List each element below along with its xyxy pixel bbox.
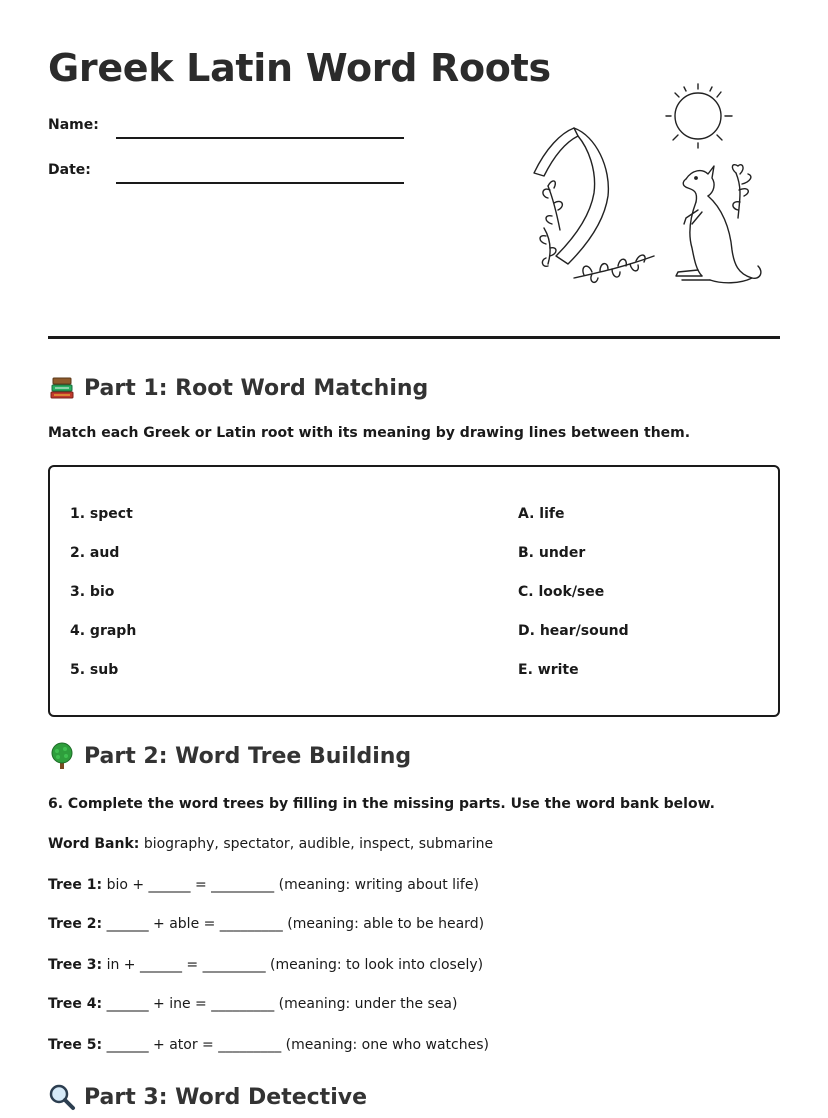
meaning-item[interactable]: D. hear/sound (518, 623, 629, 639)
roots-column (70, 503, 136, 698)
tree-label: Tree 1: (48, 877, 103, 893)
tree-text[interactable]: ______ + ator = _________ (meaning: one who watches) (106, 1037, 489, 1053)
part2-instruction: 6. Complete the word trees by filling in the missing parts. Use the word bank below. (48, 796, 715, 812)
tree-text[interactable]: ______ + ine = _________ (meaning: under the sea) (106, 996, 458, 1012)
section-divider (48, 336, 780, 339)
tree-text[interactable]: in + ______ = _________ (meaning: to look into closely) (106, 957, 484, 973)
root-item[interactable]: 4. graph (70, 623, 137, 639)
root-item[interactable]: 2. aud (70, 545, 120, 561)
name-field[interactable] (48, 117, 404, 133)
sun-icon (666, 84, 732, 148)
root-item[interactable]: 3. bio (70, 584, 115, 600)
books-icon (48, 374, 76, 402)
root-item[interactable]: 5. sub (70, 662, 119, 678)
part2-heading (48, 742, 411, 770)
part3-heading-text: Part 3: Word Detective (84, 1084, 368, 1110)
tree-label: Tree 2: (48, 916, 103, 932)
matching-box (48, 465, 780, 717)
date-label: Date: (48, 162, 91, 178)
date-field[interactable] (48, 162, 404, 178)
page-title: Greek Latin Word Roots (48, 46, 551, 90)
tree-row[interactable] (48, 996, 457, 1012)
tree-row[interactable] (48, 957, 483, 973)
kangaroo-icon (676, 166, 761, 283)
tree-row[interactable] (48, 877, 479, 893)
tree-icon (48, 742, 76, 770)
root-item[interactable]: 1. spect (70, 506, 133, 522)
name-line[interactable] (116, 137, 404, 139)
meanings-column (518, 503, 629, 698)
part2-heading-text: Part 2: Word Tree Building (84, 743, 412, 769)
tree-row[interactable] (48, 916, 484, 932)
word-bank-label: Word Bank: (48, 836, 140, 852)
meaning-item[interactable]: C. look/see (518, 584, 605, 600)
word-bank-words: biography, spectator, audible, inspect, submarine (143, 836, 494, 852)
tree-label: Tree 4: (48, 996, 103, 1012)
kangaroo-boomerang-illustration (526, 78, 776, 298)
part1-instruction: Match each Greek or Latin root with its meaning by drawing lines between them. (48, 425, 691, 441)
part1-heading-text: Part 1: Root Word Matching (84, 375, 429, 401)
meaning-item[interactable]: B. under (518, 545, 586, 561)
date-line[interactable] (116, 182, 404, 184)
magnifying-glass-icon (48, 1083, 76, 1111)
leaf-sprigs-icon (540, 165, 751, 283)
word-bank (48, 836, 493, 852)
tree-label: Tree 3: (48, 957, 103, 973)
meaning-item[interactable]: E. write (518, 662, 579, 678)
tree-text[interactable]: bio + ______ = _________ (meaning: writing about life) (106, 877, 479, 893)
meaning-item[interactable]: A. life (518, 506, 565, 522)
tree-text[interactable]: ______ + able = _________ (meaning: able to be heard) (106, 916, 485, 932)
tree-row[interactable] (48, 1037, 489, 1053)
part1-heading (48, 374, 428, 402)
name-label: Name: (48, 117, 99, 133)
tree-label: Tree 5: (48, 1037, 103, 1053)
part3-heading (48, 1083, 367, 1111)
